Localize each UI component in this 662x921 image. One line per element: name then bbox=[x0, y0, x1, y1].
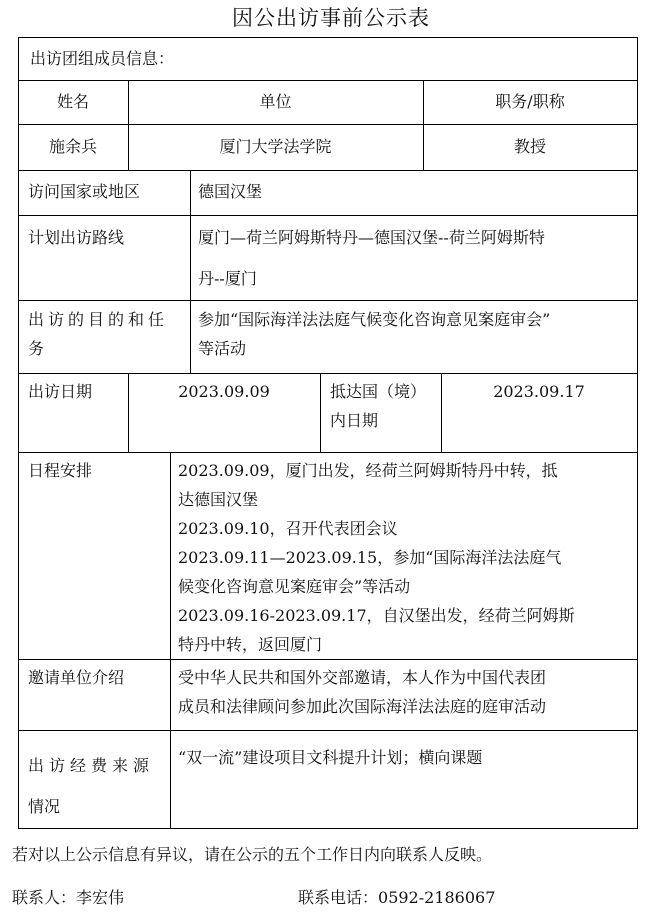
funding-value: “双一流”建设项目文科提升计划；横向课题 bbox=[178, 748, 483, 767]
schedule-line: 2023.09.16-2023.09.17，自汉堡出发，经荷兰阿姆斯 bbox=[178, 606, 575, 625]
purpose-line-2: 等活动 bbox=[198, 339, 247, 358]
rule bbox=[18, 37, 638, 38]
contact-label: 联系人： bbox=[12, 888, 77, 907]
arrive-label-line-1: 抵达国（境） bbox=[330, 382, 427, 401]
country-label: 访问国家或地区 bbox=[28, 182, 141, 201]
contact bbox=[12, 885, 124, 908]
member-position: 教授 bbox=[513, 137, 546, 156]
member-name: 施余兵 bbox=[48, 137, 97, 156]
depart-label: 出访日期 bbox=[28, 382, 93, 401]
rule bbox=[18, 373, 638, 374]
col-name: 姓名 bbox=[56, 92, 89, 111]
depart-value: 2023.09.09 bbox=[178, 382, 270, 401]
rule bbox=[190, 170, 191, 373]
inviter-label: 邀请单位介绍 bbox=[28, 668, 125, 687]
schedule-label: 日程安排 bbox=[28, 461, 93, 480]
schedule-line: 候变化咨询意见案庭审会”等活动 bbox=[178, 577, 411, 596]
rule bbox=[18, 452, 638, 453]
country-value: 德国汉堡 bbox=[198, 182, 263, 201]
schedule-line: 达德国汉堡 bbox=[178, 490, 259, 509]
member-unit: 厦门大学法学院 bbox=[219, 137, 332, 156]
inviter-line-1: 受中华人民共和国外交部邀请，本人作为中国代表团 bbox=[178, 668, 547, 687]
rule bbox=[18, 80, 638, 81]
purpose-label-line-1: 出访的目的和任 bbox=[28, 310, 169, 329]
footer-notice: 若对以上公示信息有异议，请在公示的五个工作日内向联系人反映。 bbox=[12, 845, 493, 864]
rule bbox=[18, 300, 638, 301]
purpose-label-line-2: 务 bbox=[28, 339, 45, 358]
contact-name: 李宏伟 bbox=[76, 888, 125, 907]
funding-label-line-1: 出访经费来源 bbox=[28, 756, 155, 775]
purpose-line-1: 参加“国际海洋法法庭气候变化咨询意见案庭审会” bbox=[198, 310, 551, 329]
rule bbox=[18, 659, 638, 660]
route-line-1: 厦门—荷兰阿姆斯特丹—德国汉堡--荷兰阿姆斯特 bbox=[198, 228, 545, 247]
col-position: 职务/职称 bbox=[495, 92, 565, 111]
rule bbox=[18, 828, 638, 829]
rule bbox=[637, 37, 638, 829]
phone-value: 0592-2186067 bbox=[378, 888, 496, 907]
schedule-line: 特丹中转，返回厦门 bbox=[178, 635, 323, 654]
page-title: 因公出访事前公示表 bbox=[232, 6, 430, 30]
rule bbox=[320, 373, 321, 452]
rule bbox=[18, 170, 638, 171]
route-label: 计划出访路线 bbox=[28, 228, 125, 247]
phone bbox=[298, 885, 495, 908]
schedule-line: 2023.09.09，厦门出发，经荷兰阿姆斯特丹中转，抵 bbox=[178, 461, 558, 480]
arrive-value: 2023.09.17 bbox=[493, 382, 585, 401]
schedule-line: 2023.09.10，召开代表团会议 bbox=[178, 519, 398, 538]
rule bbox=[18, 730, 638, 731]
inviter-line-2: 成员和法律顾问参加此次国际海洋法法庭的庭审活动 bbox=[178, 697, 547, 716]
schedule-line: 2023.09.11—2023.09.15，参加“国际海洋法法庭气 bbox=[178, 548, 562, 567]
funding-label-line-2: 情况 bbox=[28, 797, 61, 816]
rule bbox=[18, 124, 638, 125]
members-header: 出访团组成员信息： bbox=[30, 49, 175, 68]
rule bbox=[18, 215, 638, 216]
route-line-2: 丹--厦门 bbox=[198, 269, 257, 288]
arrive-label-line-2: 内日期 bbox=[330, 411, 379, 430]
phone-label: 联系电话： bbox=[298, 888, 379, 907]
col-unit: 单位 bbox=[259, 92, 292, 111]
rule bbox=[170, 452, 171, 828]
